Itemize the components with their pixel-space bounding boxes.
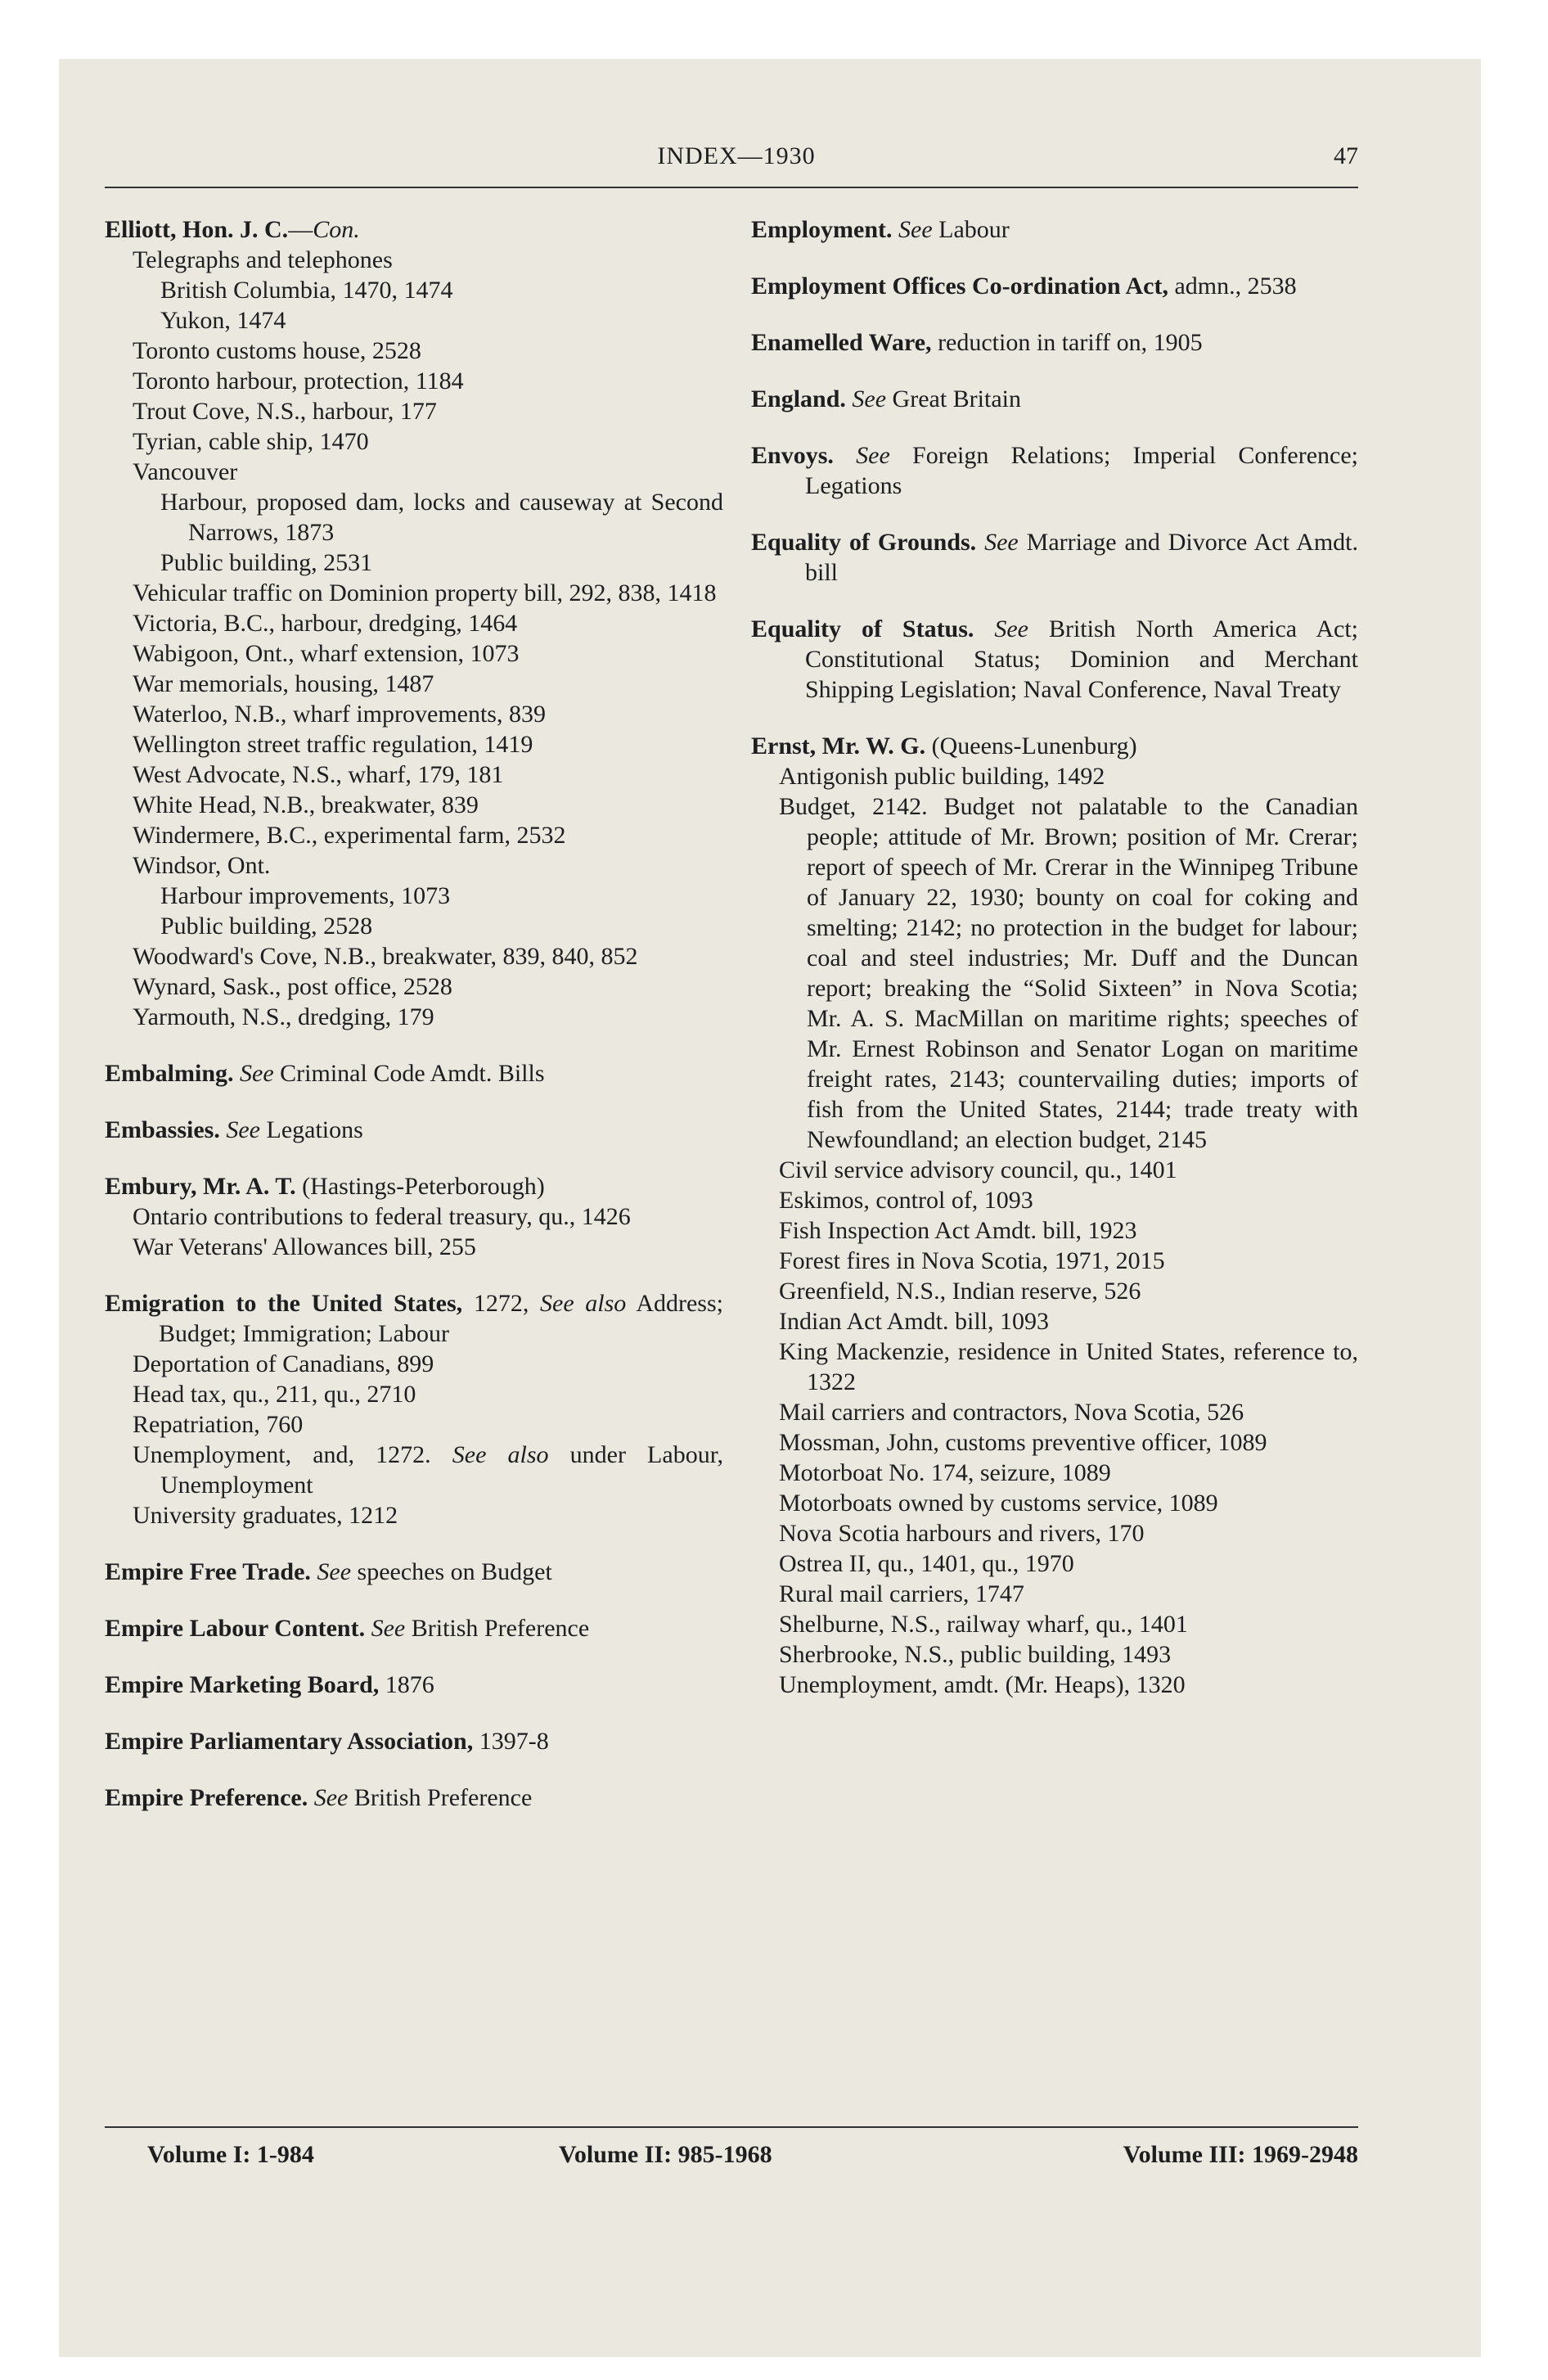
- index-entry: [751, 271, 1358, 301]
- entry-heading: Empire Marketing Board,: [105, 1671, 380, 1698]
- index-subentry: [751, 1155, 1358, 1185]
- entry-reference: 1397-8: [479, 1728, 549, 1755]
- see-reference-label: See: [371, 1615, 406, 1642]
- see-reference-label: See: [240, 1060, 274, 1087]
- subentry-text: Vehicular traffic on Dominion property bill, 292, 838, 1418: [133, 579, 717, 606]
- entry-heading-line: [751, 327, 1358, 358]
- index-subentry: [105, 305, 723, 336]
- footer-rule: [105, 2126, 1358, 2128]
- left-column: [105, 214, 723, 1839]
- entry-heading-line: [751, 731, 1358, 761]
- index-subentry: [751, 1488, 1358, 1518]
- see-reference-label: See: [994, 615, 1028, 642]
- index-subentry: [751, 791, 1358, 1155]
- index-subentry: [751, 1579, 1358, 1609]
- index-subentry: [105, 548, 723, 578]
- index-subentry: [105, 487, 723, 548]
- index-subentry: [105, 971, 723, 1002]
- see-reference-target: British North America Act; Constitutional Status; Dominion and Merchant Shipping Legislation; Naval Conference, Naval Treaty: [805, 615, 1359, 703]
- index-subentry: [105, 911, 723, 941]
- index-subentry: [751, 1548, 1358, 1579]
- subentry-text: Windermere, B.C., experimental farm, 2532: [133, 822, 566, 849]
- subentry-text: Woodward's Cove, N.B., breakwater, 839, 840, 852: [133, 943, 638, 970]
- see-reference-target: Marriage and Divorce Act Amdt. bill: [805, 529, 1359, 586]
- see-reference-label: See also: [540, 1290, 627, 1317]
- see-reference-label: See: [226, 1116, 260, 1143]
- subentry-text: Victoria, B.C., harbour, dredging, 1464: [133, 610, 518, 637]
- index-entry: [751, 731, 1358, 1700]
- index-entry: [105, 1115, 723, 1145]
- subentry-text: Deportation of Canadians, 899: [133, 1350, 434, 1377]
- index-subentry: [751, 1518, 1358, 1548]
- subentry-text: Motorboats owned by customs service, 1089: [779, 1490, 1218, 1517]
- entry-heading: Emigration to the United States,: [105, 1290, 463, 1317]
- index-subentry: [105, 881, 723, 911]
- see-reference-target: British Preference: [411, 1615, 590, 1642]
- see-reference-target: Address; Budget; Immigration; Labour: [159, 1290, 723, 1347]
- subentry-text: War memorials, housing, 1487: [133, 670, 434, 697]
- index-subentry: [105, 1409, 723, 1440]
- subentry-text: Sherbrooke, N.S., public building, 1493: [779, 1641, 1172, 1668]
- subentry-text: Budget, 2142. Budget not palatable to the Canadian people; attitude of Mr. Brown; position of Mr. Crerar; report of speech of Mr. Crerar in the Winnipeg Tribune of January 22, 1930; bounty on coal for coking and smelting; 2142; no protection in the budget for labour; coal and steel industries; Mr. Duff and the Duncan report; breaking the “Solid Sixteen” in Nova Scotia; Mr. A. S. MacMillan on maritime rights; speeches of Mr. Ernest Robinson and Senator Logan on maritime freight rates, 2143; countervailing duties; imports of fish from the United States, 2144; trade treaty with Newfoundland; an election budget, 2145: [779, 793, 1358, 1153]
- subentry-text: Indian Act Amdt. bill, 1093: [779, 1308, 1049, 1335]
- index-subentry: [105, 820, 723, 850]
- subentry-text: Mossman, John, customs preventive officer, 1089: [779, 1429, 1267, 1456]
- entry-heading-dash: —: [288, 216, 313, 243]
- subentry-text: Vancouver: [133, 458, 238, 485]
- see-reference-target: British Preference: [353, 1784, 533, 1811]
- page-title: INDEX—1930: [657, 142, 816, 169]
- subentry-text: War Veterans' Allowances bill, 255: [133, 1233, 476, 1260]
- index-subentry: [751, 1306, 1358, 1336]
- entry-heading-line: [105, 1670, 723, 1700]
- subentry-text: Head tax, qu., 211, qu., 2710: [133, 1381, 416, 1408]
- entry-heading: Employment.: [751, 216, 893, 243]
- index-entry: [751, 214, 1358, 245]
- entry-heading: Ernst, Mr. W. G.: [751, 732, 926, 760]
- volume-3-range: Volume III: 1969-2948: [1123, 2141, 1358, 2168]
- index-entry: [105, 1670, 723, 1700]
- entry-heading-line: [105, 1726, 723, 1756]
- entry-reference: (Hastings-Peterborough): [302, 1173, 545, 1200]
- index-subentry: [751, 1246, 1358, 1276]
- index-subentry: [751, 1336, 1358, 1397]
- entry-heading: Embalming.: [105, 1060, 234, 1087]
- entry-heading: Enamelled Ware,: [751, 329, 932, 356]
- subentry-text: Unemployment, amdt. (Mr. Heaps), 1320: [779, 1671, 1186, 1698]
- subentry-text: Toronto harbour, protection, 1184: [133, 367, 464, 394]
- index-entry: [751, 440, 1358, 501]
- index-subentry: [105, 790, 723, 820]
- subentry-text: Waterloo, N.B., wharf improvements, 839: [133, 701, 546, 728]
- entry-heading: Equality of Status.: [751, 615, 974, 642]
- subentry-text: Tyrian, cable ship, 1470: [133, 428, 369, 455]
- volume-footer: [105, 2141, 1358, 2174]
- index-subentry: [751, 1215, 1358, 1246]
- subentry-text: Mail carriers and contractors, Nova Scotia, 526: [779, 1399, 1244, 1426]
- entry-heading-line: [105, 1058, 723, 1089]
- subentry-text: Public building, 2531: [160, 549, 373, 576]
- subentry-text: Greenfield, N.S., Indian reserve, 526: [779, 1278, 1141, 1305]
- subentry-text: Toronto customs house, 2528: [133, 337, 421, 364]
- index-subentry: [105, 245, 723, 275]
- index-subentry: [105, 608, 723, 638]
- index-subentry: [105, 1440, 723, 1500]
- entry-heading-line: [751, 271, 1358, 301]
- index-entry: [105, 1613, 723, 1643]
- volume-2-range: Volume II: 985-1968: [559, 2141, 772, 2168]
- subentry-text: British Columbia, 1470, 1474: [160, 277, 453, 304]
- entry-heading: Empire Parliamentary Association,: [105, 1728, 474, 1755]
- subentry-text: Windsor, Ont.: [133, 852, 271, 879]
- entry-heading-line: [105, 1115, 723, 1145]
- entry-heading-line: [105, 1171, 723, 1201]
- index-subentry: [751, 1276, 1358, 1306]
- subentry-text: Eskimos, control of, 1093: [779, 1187, 1033, 1214]
- subentry-text: Antigonish public building, 1492: [779, 763, 1105, 790]
- index-subentry: [105, 729, 723, 760]
- index-subentry: [751, 1458, 1358, 1488]
- subentry-text: Telegraphs and telephones: [133, 246, 393, 273]
- index-entry: [105, 214, 723, 1032]
- subentry-text: Rural mail carriers, 1747: [779, 1580, 1024, 1607]
- index-entry: [751, 384, 1358, 414]
- subentry-text: Harbour improvements, 1073: [160, 882, 451, 909]
- see-reference-label: See: [984, 529, 1019, 556]
- entry-heading: Embury, Mr. A. T.: [105, 1173, 296, 1200]
- entry-heading-line: [751, 527, 1358, 588]
- subentry-text: King Mackenzie, residence in United States, reference to, 1322: [779, 1338, 1358, 1395]
- entry-continued: Con.: [313, 216, 360, 243]
- see-reference-label: See: [852, 385, 887, 412]
- running-head: [115, 141, 1358, 180]
- index-subentry: [105, 760, 723, 790]
- entry-reference: 1876: [385, 1671, 434, 1698]
- entry-reference: (Queens-Lunenburg): [931, 732, 1137, 760]
- entry-heading-line: [751, 214, 1358, 245]
- subentry-text: Yarmouth, N.S., dredging, 179: [133, 1003, 434, 1030]
- see-reference-label: See: [898, 216, 933, 243]
- entry-reference: admn., 2538: [1174, 273, 1297, 300]
- index-subentry: [751, 1670, 1358, 1700]
- entry-reference: 1272,: [473, 1290, 529, 1317]
- entry-heading: Empire Preference.: [105, 1784, 308, 1811]
- index-subentry: [105, 1500, 723, 1530]
- index-subentry: [105, 336, 723, 366]
- entry-heading-line: [105, 1557, 723, 1587]
- index-subentry: [105, 638, 723, 669]
- index-subentry: [105, 457, 723, 487]
- subentry-text: Nova Scotia harbours and rivers, 170: [779, 1520, 1145, 1547]
- subentry-text: Unemployment, and, 1272.: [133, 1441, 431, 1468]
- subentry-text: Wellington street traffic regulation, 1419: [133, 731, 533, 758]
- see-reference-label: See: [856, 442, 890, 469]
- entry-heading-line: [105, 1613, 723, 1643]
- index-subentry: [751, 761, 1358, 791]
- see-reference-label: See also: [452, 1441, 549, 1468]
- subentry-text: West Advocate, N.S., wharf, 179, 181: [133, 761, 504, 788]
- index-entry: [751, 614, 1358, 705]
- see-reference-target: Labour: [938, 216, 1010, 243]
- index-subentry: [105, 699, 723, 729]
- entry-heading: England.: [751, 385, 846, 412]
- index-subentry: [105, 850, 723, 881]
- subentry-text: Wabigoon, Ont., wharf extension, 1073: [133, 640, 520, 667]
- index-subentry: [105, 941, 723, 971]
- index-subentry: [105, 1379, 723, 1409]
- index-subentry: [751, 1397, 1358, 1427]
- subentry-text: Ostrea II, qu., 1401, qu., 1970: [779, 1550, 1074, 1577]
- index-subentry: [751, 1185, 1358, 1215]
- subentry-text: Public building, 2528: [160, 913, 373, 940]
- entry-heading-line: [105, 1288, 723, 1349]
- index-entry: [105, 1726, 723, 1756]
- see-reference-label: See: [313, 1784, 349, 1811]
- entry-heading-line: [751, 384, 1358, 414]
- subentry-text: White Head, N.B., breakwater, 839: [133, 791, 479, 818]
- index-subentry: [105, 426, 723, 457]
- subentry-text: Harbour, proposed dam, locks and causeway at Second Narrows, 1873: [160, 489, 723, 546]
- see-reference-target: Criminal Code Amdt. Bills: [280, 1060, 545, 1087]
- subentry-text: Wynard, Sask., post office, 2528: [133, 973, 452, 1000]
- subentry-text: Civil service advisory council, qu., 1401: [779, 1156, 1177, 1183]
- index-subentry: [105, 396, 723, 426]
- index-entry: [751, 327, 1358, 358]
- entry-heading: Empire Free Trade.: [105, 1558, 311, 1585]
- subentry-text: Fish Inspection Act Amdt. bill, 1923: [779, 1217, 1137, 1244]
- entry-heading: Equality of Grounds.: [751, 529, 977, 556]
- entry-heading: Envoys.: [751, 442, 834, 469]
- subentry-text: Ontario contributions to federal treasury, qu., 1426: [133, 1203, 631, 1230]
- index-subentry: [105, 275, 723, 305]
- index-subentry: [105, 1201, 723, 1232]
- see-reference-target: Great Britain: [892, 385, 1021, 412]
- index-subentry: [105, 1349, 723, 1379]
- entry-heading: Embassies.: [105, 1116, 220, 1143]
- index-subentry: [105, 578, 723, 608]
- index-entry: [105, 1171, 723, 1262]
- index-subentry: [105, 1232, 723, 1262]
- page-number: 47: [1334, 142, 1358, 169]
- subentry-text: Motorboat No. 174, seizure, 1089: [779, 1459, 1111, 1486]
- see-reference-target: speeches on Budget: [357, 1558, 552, 1585]
- subentry-text: Trout Cove, N.S., harbour, 177: [133, 398, 437, 425]
- subentry-text: Shelburne, N.S., railway wharf, qu., 1401: [779, 1611, 1188, 1638]
- index-entry: [105, 1557, 723, 1587]
- index-entry: [105, 1058, 723, 1089]
- index-subentry: [105, 669, 723, 699]
- index-subentry: [751, 1639, 1358, 1670]
- subentry-text: University graduates, 1212: [133, 1502, 398, 1529]
- entry-heading-line: [105, 214, 723, 245]
- index-entry: [105, 1288, 723, 1530]
- entry-reference: reduction in tariff on, 1905: [938, 329, 1203, 356]
- index-entry: [105, 1783, 723, 1813]
- subentry-text: Repatriation, 760: [133, 1411, 304, 1438]
- entry-heading-line: [105, 1783, 723, 1813]
- index-entry: [751, 527, 1358, 588]
- index-subentry: [751, 1427, 1358, 1458]
- see-reference-label: See: [317, 1558, 352, 1585]
- see-reference-target: Legations: [266, 1116, 363, 1143]
- see-reference-target: Foreign Relations; Imperial Conference; Legations: [805, 442, 1359, 499]
- right-column: [751, 214, 1358, 1726]
- volume-1-range: Volume I: 1-984: [147, 2141, 314, 2168]
- index-subentry: [105, 1002, 723, 1032]
- entry-heading-line: [751, 614, 1358, 705]
- header-rule: [105, 187, 1358, 188]
- index-subentry: [105, 366, 723, 396]
- index-subentry: [751, 1609, 1358, 1639]
- subentry-text: Forest fires in Nova Scotia, 1971, 2015: [779, 1247, 1165, 1274]
- entry-heading-line: [751, 440, 1358, 501]
- entry-heading: Employment Offices Co-ordination Act,: [751, 273, 1168, 300]
- entry-heading: Elliott, Hon. J. C.: [105, 216, 289, 243]
- see-reference-target: under Labour, Unemployment: [160, 1441, 723, 1499]
- subentry-text: Yukon, 1474: [160, 307, 286, 334]
- entry-heading: Empire Labour Content.: [105, 1615, 366, 1642]
